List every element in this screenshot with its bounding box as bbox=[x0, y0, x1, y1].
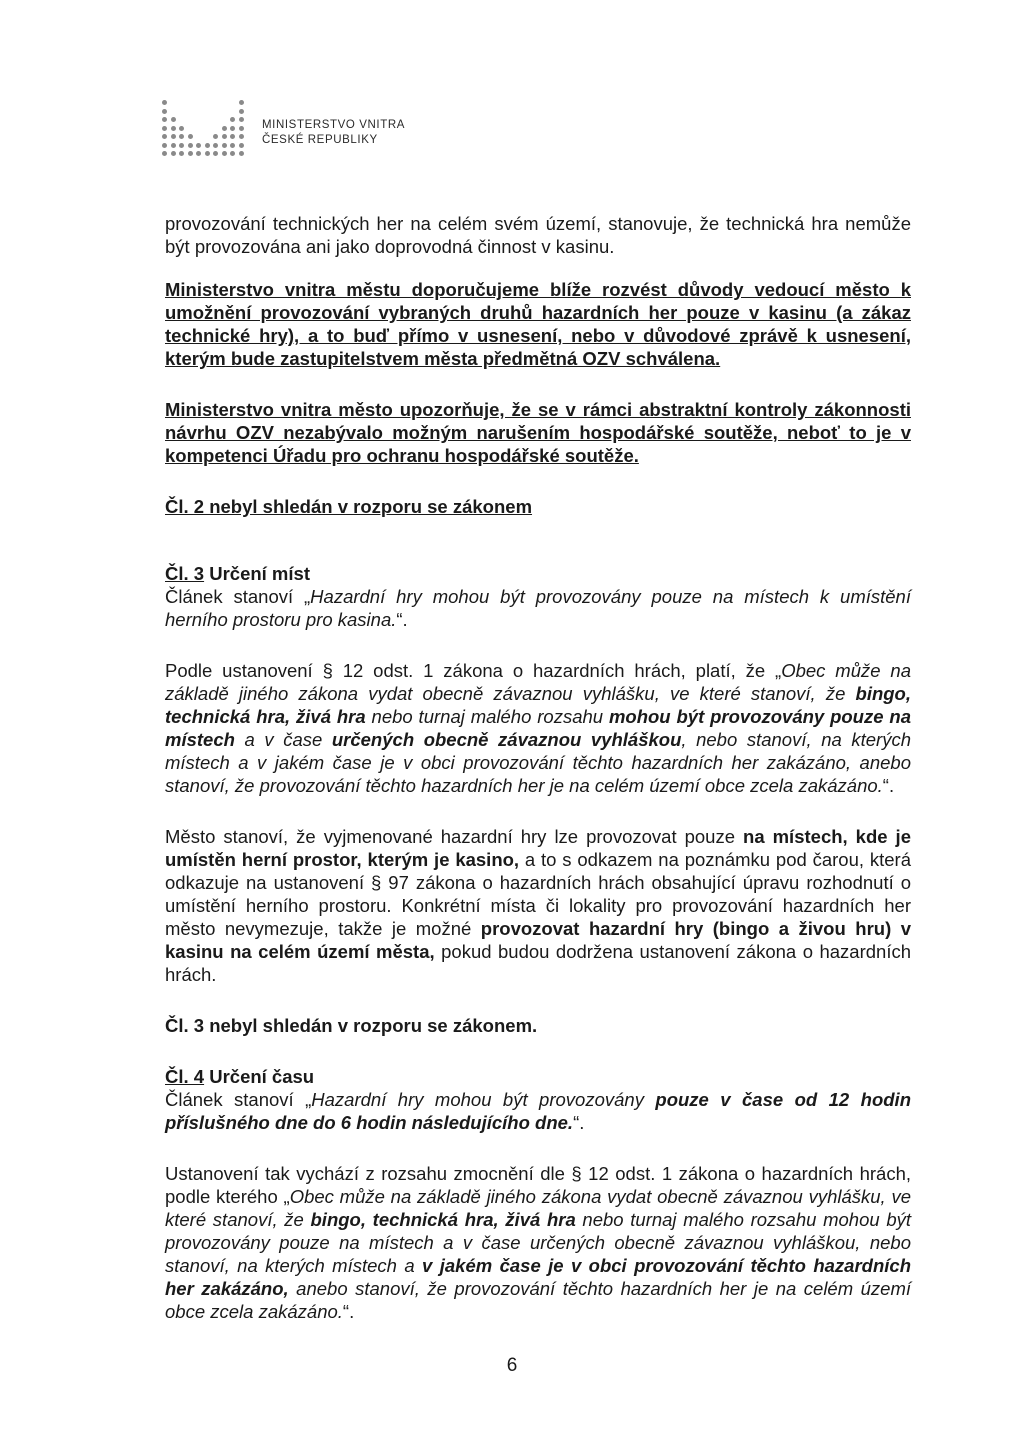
quote-bold-text: mohou být provozovány pouze na místech bbox=[165, 706, 911, 750]
logo-dot bbox=[171, 134, 176, 139]
text: provozování technických her na celém svém území, stanovuje, že technická hra nemůže být provozována ani jako doprovodná činnost v kasinu. bbox=[165, 213, 911, 257]
quote-text: nebo turnaj malého rozsahu mohou být provozovány pouze na místech a v čase určených obecně závaznou vyhláškou, nebo stanoví, na kterých místech a bbox=[165, 1209, 912, 1276]
article-2-conclusion bbox=[165, 495, 911, 518]
text: Článek stanoví „ bbox=[165, 586, 311, 607]
logo-dot bbox=[162, 109, 167, 114]
logo-dot bbox=[179, 126, 184, 131]
paragraph-recommendation bbox=[165, 278, 911, 370]
ministry-dot-logo-icon bbox=[162, 86, 252, 166]
logo-dot bbox=[171, 117, 176, 122]
text: Ministerstvo vnitra městu doporučujeme blíže rozvést důvody vedoucí město k umožnění provozování vybraných druhů hazardních her pouze v kasinu (a zákaz technické hry), a to buď přímo v usnesení, nebo v důvodové zprávě k usnesení, kterým bude zastupitelstvem města předmětná OZV schválena. bbox=[165, 279, 911, 369]
article-3-title: Určení míst bbox=[204, 563, 310, 584]
text: “. bbox=[342, 1301, 355, 1322]
quote-text: Hazardní hry mohou být provozovány pouze na místech k umístění herního prostoru pro kasina. bbox=[165, 586, 911, 630]
letterhead bbox=[162, 86, 562, 166]
logo-dot bbox=[162, 151, 167, 156]
logo-dot bbox=[213, 134, 218, 139]
logo-dot bbox=[239, 100, 244, 105]
article-3-conclusion bbox=[165, 1014, 911, 1037]
quote-bold-text: určených obecně závaznou vyhláškou bbox=[331, 729, 682, 750]
logo-dot bbox=[222, 143, 227, 148]
logo-dot bbox=[239, 126, 244, 131]
logo-dot bbox=[230, 117, 235, 122]
logo-dot bbox=[213, 143, 218, 148]
logo-dot bbox=[230, 151, 235, 156]
quote-bold-text: v jakém čase je v obci provozování těchto hazardních her zakázáno, bbox=[165, 1255, 911, 1299]
text: Město stanoví, že vyjmenované hazardní hry lze provozovat pouze bbox=[165, 826, 744, 847]
logo-dot bbox=[230, 134, 235, 139]
logo-dot bbox=[239, 117, 244, 122]
logo-dot bbox=[222, 126, 227, 131]
logo-dot bbox=[205, 151, 210, 156]
logo-dot bbox=[188, 134, 193, 139]
text: “. bbox=[573, 1112, 585, 1133]
ministry-name-line2: ČESKÉ REPUBLIKY bbox=[262, 134, 378, 146]
quote-bold-text: bingo, technická hra, živá hra bbox=[165, 683, 911, 727]
paragraph-competition-notice bbox=[165, 398, 911, 467]
quote-text: , nebo stanoví, na kterých místech a v jakém čase je v obci provozování těchto hazardních her zakázáno, anebo stanoví, že provozování těchto hazardních her je na celém území obce zcela zakázáno. bbox=[165, 729, 911, 796]
logo-dot bbox=[222, 134, 227, 139]
text: “. bbox=[882, 775, 895, 796]
paragraph-city-places bbox=[165, 825, 911, 986]
logo-dot bbox=[171, 143, 176, 148]
paragraph-technical-games bbox=[165, 212, 911, 258]
logo-dot bbox=[213, 151, 218, 156]
logo-dot bbox=[239, 143, 244, 148]
logo-dot bbox=[188, 143, 193, 148]
text: Ministerstvo vnitra město upozorňuje, že se v rámci abstraktní kontroly zákonnosti návrhu OZV nezabývalo možným narušením hospodářské soutěže, neboť to je v kompetenci Úřadu pro ochranu hospodářské soutěže. bbox=[165, 399, 911, 466]
logo-dot bbox=[230, 126, 235, 131]
page-number: 6 bbox=[506, 1355, 518, 1376]
bold-text: na místech, kde je umístěn herní prostor, kterým je kasino, bbox=[165, 826, 911, 870]
text: Podle ustanovení § 12 odst. 1 zákona o hazardních hrách, platí, že „ bbox=[165, 660, 782, 681]
logo-dot bbox=[222, 151, 227, 156]
logo-dot bbox=[162, 117, 167, 122]
logo-dot bbox=[188, 151, 193, 156]
logo-dot bbox=[179, 134, 184, 139]
logo-dot bbox=[230, 143, 235, 148]
quote-text: anebo stanoví, že provozování těchto hazardních her je na celém území obce zcela zakázáno. bbox=[165, 1278, 912, 1322]
logo-dot bbox=[162, 134, 167, 139]
quote-text: Hazardní hry mohou být provozovány bbox=[311, 1089, 656, 1110]
article-4-section bbox=[165, 1065, 911, 1134]
quote-text: Obec může na základě jiného zákona vydat obecně závaznou vyhlášku, ve které stanoví, že bbox=[165, 660, 911, 704]
quote-text: a v čase bbox=[234, 729, 332, 750]
article-3-section bbox=[165, 562, 911, 631]
logo-dot bbox=[196, 151, 201, 156]
logo-dot bbox=[196, 143, 201, 148]
logo-dot bbox=[239, 109, 244, 114]
logo-dot bbox=[239, 134, 244, 139]
ministry-name-line1: MINISTERSTVO VNITRA bbox=[262, 119, 406, 131]
logo-dot bbox=[179, 151, 184, 156]
text: “. bbox=[396, 609, 408, 630]
logo-dot bbox=[162, 126, 167, 131]
bold-text: provozovat hazardní hry (bingo a živou hru) v kasinu na celém území města, bbox=[165, 918, 911, 962]
article-3-number: Čl. 3 bbox=[165, 563, 205, 584]
paragraph-law-scope bbox=[165, 1162, 911, 1323]
logo-dot bbox=[239, 151, 244, 156]
text: Článek stanoví „ bbox=[165, 1089, 312, 1110]
quote-text: nebo turnaj malého rozsahu bbox=[365, 706, 609, 727]
logo-dot bbox=[162, 143, 167, 148]
logo-dot bbox=[171, 126, 176, 131]
logo-dot bbox=[162, 100, 167, 105]
logo-dot bbox=[205, 143, 210, 148]
text: Ustanovení tak vychází z rozsahu zmocnění dle § 12 odst. 1 zákona o hazardních hrách, podle kterého „ bbox=[165, 1163, 911, 1207]
text: Čl. 2 nebyl shledán v rozporu se zákonem bbox=[165, 496, 533, 517]
text: Čl. 3 nebyl shledán v rozporu se zákonem. bbox=[165, 1015, 538, 1036]
paragraph-law-12-1 bbox=[165, 659, 911, 797]
quote-bold-text: bingo, technická hra, živá hra bbox=[310, 1209, 576, 1230]
text: a to s odkazem na poznámku pod čarou, která odkazuje na ustanovení § 97 zákona o hazardních hrách obsahující úpravu rozhodnutí o umístění herního prostoru. Konkrétní místa či lokality pro provozování hazardních her město nevymezuje, takže je možné bbox=[165, 849, 911, 939]
document-body bbox=[165, 212, 911, 1323]
article-4-title: Určení času bbox=[204, 1066, 315, 1087]
quote-text: Obec může na základě jiného zákona vydat obecně závaznou vyhlášku, ve které stanoví, že bbox=[165, 1186, 911, 1230]
article-4-number: Čl. 4 bbox=[165, 1066, 205, 1087]
ministry-name bbox=[262, 118, 405, 148]
quote-bold-text: pouze v čase od 12 hodin příslušného dne do 6 hodin následujícího dne. bbox=[165, 1089, 911, 1133]
logo-dot bbox=[179, 143, 184, 148]
logo-dot bbox=[171, 151, 176, 156]
text: pokud budou dodržena ustanovení zákona o hazardních hrách. bbox=[165, 941, 911, 985]
